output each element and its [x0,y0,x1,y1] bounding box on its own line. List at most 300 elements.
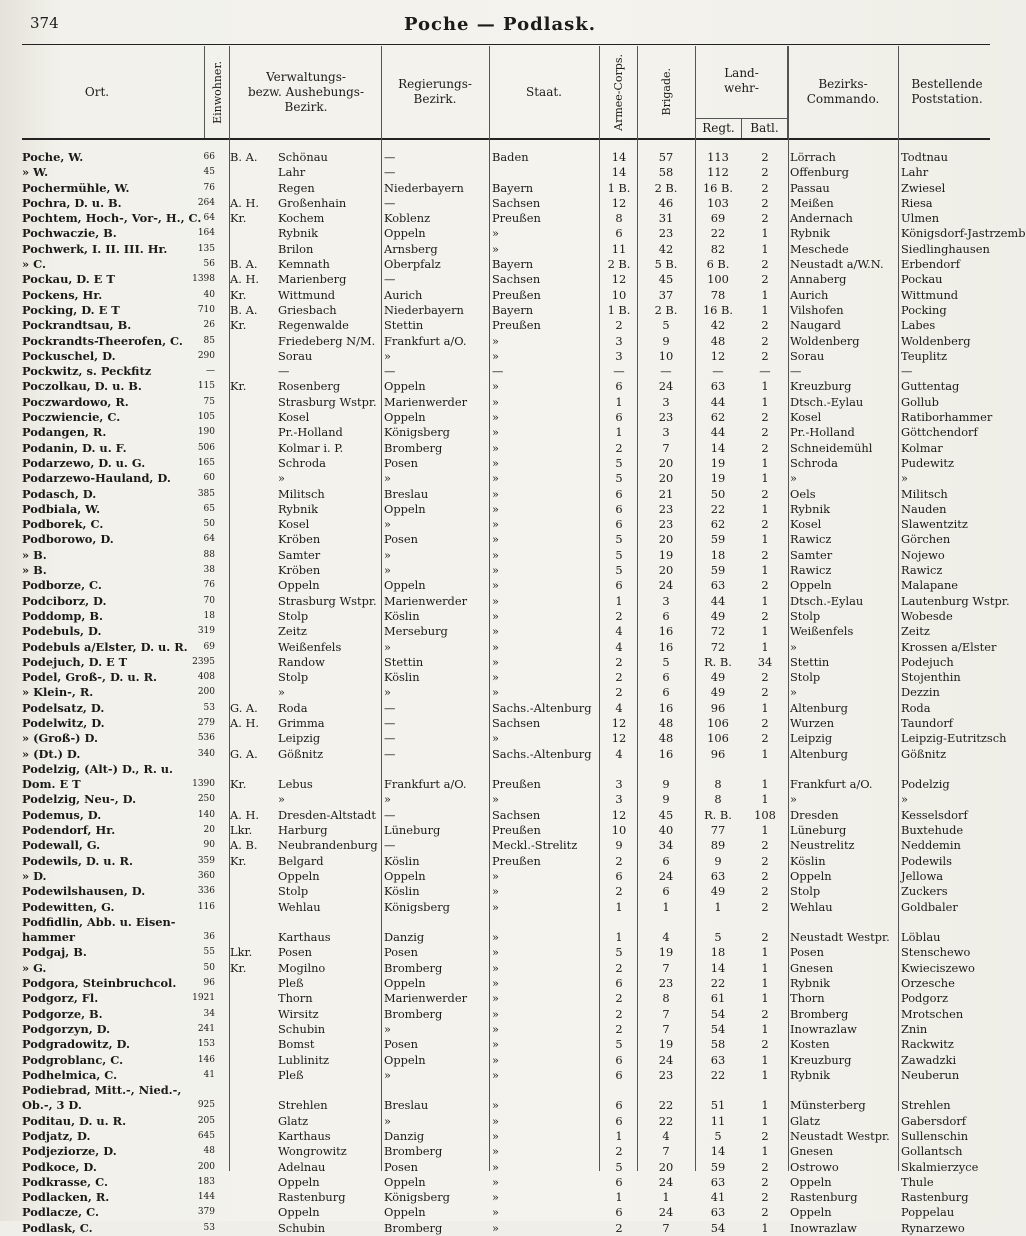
army-corps: 5 [615,945,623,960]
table-row [0,334,1000,349]
admin-district: Roda [278,700,308,715]
district-command: Offenburg [790,165,849,180]
admin-district: Weißenfels [278,639,342,654]
place-name: Podiebrad, Mitt.-, Nied.-, [22,1083,182,1098]
table-row [0,395,1000,410]
inhabitants: 45 [203,167,215,178]
place-name: Podkoce, D. [22,1159,97,1174]
landwehr-battalion: 2 [761,1006,769,1021]
admin-district: Brilon [278,241,314,256]
brigade: 20 [658,455,674,470]
landwehr-regiment: 72 [710,624,726,639]
place-name: Podelzig, Neu-, D. [22,792,137,807]
army-corps: 6 [615,1052,623,1067]
brigade: 6 [662,670,670,685]
army-corps: 6 [615,486,623,501]
admin-type: Kr. [230,211,247,226]
army-corps: 4 [615,700,623,715]
place-name: Pockuschel, D. [22,348,116,363]
landwehr-subdivider [741,118,742,138]
table-row [0,532,1000,547]
admin-district: Rybnik [278,226,318,241]
table-row [0,884,1000,899]
inhabitants: 53 [203,1222,215,1233]
army-corps: 2 [615,685,623,700]
government-district: Köslin [384,853,420,868]
landwehr-battalion: 1 [761,1144,769,1159]
inhabitants: 140 [197,809,215,820]
admin-district: Neubrandenburg [278,838,378,853]
district-command: Altenburg [790,700,848,715]
place-name: Pochermühle, W. [22,180,130,195]
post-station: Zawadzki [901,1052,957,1067]
army-corps: 2 [615,318,623,333]
landwehr-battalion: 1 [761,823,769,838]
government-district: Posen [384,1037,418,1052]
landwehr-regiment: 62 [710,410,726,425]
place-name: Podfidlin, Abb. u. Eisen- [22,914,176,929]
post-station: Zuckers [901,884,948,899]
place-name: Podlask, C. [22,1220,93,1235]
inhabitants: 55 [203,947,215,958]
landwehr-battalion: 1 [761,471,769,486]
state: Meckl.-Strelitz [492,838,578,853]
government-district: Marienwerder [384,991,468,1006]
district-command: Posen [790,945,824,960]
brigade: 6 [662,685,670,700]
state: Bayern [492,302,534,317]
inhabitants: 264 [197,197,215,208]
army-corps: 6 [615,1098,623,1113]
place-name: Podelsatz, D. [22,700,105,715]
brigade: 24 [658,1052,674,1067]
admin-district: Thorn [278,991,313,1006]
post-station: Zeitz [901,624,930,639]
landwehr-regiment: 54 [710,1006,726,1021]
army-corps: 3 [615,348,623,363]
table-row [0,976,1000,991]
table-row [0,1221,1000,1236]
table-row [0,257,1000,272]
landwehr-regiment: 106 [707,731,729,746]
post-station: Roda [901,700,931,715]
landwehr-battalion: 2 [761,257,769,272]
inhabitants: 183 [197,1176,215,1187]
table-row [0,196,1000,211]
table-row [0,1083,1000,1098]
post-station: Taundorf [901,715,953,730]
post-station: Rackwitz [901,1037,954,1052]
table-row [0,1053,1000,1068]
place-name: Podarzewo, D. u. G. [22,455,146,470]
army-corps: 6 [615,1067,623,1082]
state: » [492,792,499,807]
district-command: » [790,685,797,700]
brigade: 16 [658,624,674,639]
government-district: Posen [384,532,418,547]
admin-district: Strasburg Wstpr. [278,593,377,608]
army-corps: 1 [615,1129,623,1143]
place-name: Podgorze, B. [22,1006,103,1021]
district-command: Oels [790,486,816,501]
district-command: Sorau [790,348,825,363]
district-command: Dresden [790,807,839,822]
landwehr-regiment: 19 [710,471,726,486]
brigade: 58 [658,165,674,180]
admin-district: Oppeln [278,1174,320,1189]
inhabitants: 88 [203,549,215,560]
admin-district: Strasburg Wstpr. [278,394,377,409]
admin-district: Regenwalde [278,318,349,333]
place-name: Podewitten, G. [22,899,115,914]
place-name: Podebuls, D. [22,624,102,639]
brigade: 34 [658,838,674,853]
post-station: Neuberun [901,1067,960,1082]
landwehr-battalion: 1 [761,1021,769,1036]
table-row [0,181,1000,196]
government-district: » [384,685,391,700]
army-corps: 14 [611,165,627,180]
table-row [0,165,1000,180]
landwehr-battalion: 2 [761,318,769,333]
brigade: 57 [658,150,674,164]
admin-type: B. A. [230,302,258,317]
admin-type: G. A. [230,746,258,761]
government-district: Oppeln [384,868,426,883]
admin-district: Oppeln [278,868,320,883]
government-district: Königsberg [384,899,450,914]
inhabitants: 115 [197,381,215,392]
district-command: Neustrelitz [790,838,855,853]
admin-district: Pleß [278,1067,304,1082]
post-station: Krossen a/Elster [901,639,997,654]
district-command: Rybnik [790,1067,830,1082]
landwehr-regiment: 16 B. [702,302,734,317]
government-district: Bromberg [384,1006,443,1021]
brigade: 7 [662,1220,670,1235]
landwehr-regiment: 63 [710,1052,726,1067]
post-station: Leipzig-Eutritzsch [901,731,1007,746]
admin-district: Oppeln [278,1205,320,1220]
table-row [0,823,1000,838]
state: » [492,930,499,945]
army-corps: 2 [615,670,623,685]
district-command: » [790,792,797,807]
post-station: Neddemin [901,838,961,853]
landwehr-battalion: 2 [761,517,769,532]
landwehr-regiment: 22 [710,501,726,516]
post-station: Militsch [901,486,948,501]
place-name: Podborze, C. [22,578,102,593]
district-command: Oppeln [790,578,832,593]
brigade: 45 [658,807,674,822]
admin-district: Karthaus [278,930,331,945]
army-corps: 6 [615,501,623,516]
admin-district: Griesbach [278,302,337,317]
army-corps: 11 [611,241,627,256]
place-name: Podendorf, Hr. [22,823,116,838]
place-name: » B. [22,547,47,562]
table-row [0,808,1000,823]
post-station: Jellowa [901,868,943,883]
brigade: 37 [658,287,674,302]
landwehr-battalion: 2 [761,899,769,914]
admin-district: Rastenburg [278,1190,346,1205]
table-row [0,288,1000,303]
landwehr-regiment: 59 [710,532,726,547]
army-corps: 1 B. [607,302,631,317]
brigade: 22 [658,1098,674,1113]
landwehr-battalion: 2 [761,165,769,180]
government-district: Arnsberg [384,241,438,256]
place-name: Podelzig, (Alt-) D., R. u. [22,761,173,776]
place-name: Podebuls a/Elster, D. u. R. [22,639,188,654]
post-station: Nauden [901,501,947,516]
government-district: Breslau [384,486,429,501]
army-corps: 8 [615,211,623,226]
place-name: Podhelmica, C. [22,1067,118,1082]
inhabitants: 116 [197,901,215,912]
table-row [0,364,1000,379]
army-corps: 5 [615,532,623,547]
brigade: 23 [658,976,674,991]
brigade: 6 [662,608,670,623]
landwehr-regiment: 113 [707,150,729,164]
brigade: 1 [662,1190,670,1205]
landwehr-battalion: 2 [761,731,769,746]
brigade: 9 [662,792,670,807]
admin-district: » [278,471,285,486]
government-district: Oppeln [384,1205,426,1220]
table-row [0,441,1000,456]
district-command: » [790,639,797,654]
table-body [0,150,1026,1236]
landwehr-battalion: 1 [761,1067,769,1082]
district-command: Stettin [790,654,830,669]
government-district: Oppeln [384,1052,426,1067]
government-district: Marienwerder [384,593,468,608]
brigade: 24 [658,1205,674,1220]
place-name: Podlacken, R. [22,1190,110,1205]
inhabitants: 20 [203,825,215,836]
government-district: Niederbayern [384,180,464,195]
place-name: Podjatz, D. [22,1129,91,1143]
state: » [492,348,499,363]
landwehr-regiment: 63 [710,1205,726,1220]
district-command: Schneidemühl [790,440,873,455]
landwehr-regiment: 19 [710,455,726,470]
place-name: Ob.-, 3 D. [22,1098,82,1113]
table-row [0,563,1000,578]
brigade: 24 [658,578,674,593]
district-command: Kreuzburg [790,1052,852,1067]
landwehr-regiment: 44 [710,394,726,409]
post-station: Riesa [901,195,933,210]
landwehr-battalion: 2 [761,685,769,700]
state: » [492,1174,499,1189]
inhabitants: 164 [197,228,215,239]
inhabitants: 536 [197,733,215,744]
inhabitants: 76 [203,182,215,193]
army-corps: 5 [615,1037,623,1052]
post-station: Erbendorf [901,257,960,272]
district-command: Aurich [790,287,829,302]
inhabitants: 41 [203,1069,215,1080]
brigade: 6 [662,884,670,899]
brigade: 20 [658,1159,674,1174]
district-command: Glatz [790,1113,821,1128]
brigade: 16 [658,746,674,761]
state: Sachs.-Altenburg [492,700,592,715]
post-station: Rawicz [901,563,943,578]
state: » [492,532,499,547]
state: » [492,670,499,685]
state: » [492,654,499,669]
table-row [0,945,1000,960]
landwehr-regiment: 14 [710,1144,726,1159]
inhabitants: 360 [197,870,215,881]
army-corps: 1 [615,593,623,608]
government-district: — [384,165,396,180]
brigade: 31 [658,211,674,226]
post-station: Podewils [901,853,952,868]
landwehr-battalion: 1 [761,593,769,608]
army-corps: 10 [611,823,627,838]
place-name: Podbiala, W. [22,501,101,516]
army-corps: 2 [615,884,623,899]
brigade: 23 [658,517,674,532]
table-row [0,701,1000,716]
brigade: 5 [662,654,670,669]
state: Preußen [492,287,541,302]
army-corps: 2 [615,960,623,975]
place-name: Podangen, R. [22,425,107,440]
army-corps: 6 [615,517,623,532]
place-name: Podlacze, C. [22,1205,99,1220]
state: Preußen [492,318,541,333]
admin-type: B. A. [230,257,258,272]
header-armeekorps: Armee-Corps. [611,53,625,131]
inhabitants: 90 [203,840,215,851]
inhabitants: 53 [203,702,215,713]
state: » [492,394,499,409]
table-row [0,226,1026,241]
table-row [0,961,1000,976]
state: » [492,1159,499,1174]
district-command: Meißen [790,195,834,210]
landwehr-battalion: 1 [761,241,769,256]
table-row [0,303,1000,318]
brigade: 7 [662,1021,670,1036]
place-name: Pockrandtsau, B. [22,318,132,333]
admin-district: — [278,364,290,379]
place-name: Pochwaczie, B. [22,226,117,241]
header-staat: Staat. [526,84,562,99]
table-row [0,548,1000,563]
brigade: 45 [658,272,674,287]
state: Bayern [492,257,534,272]
state: » [492,868,499,883]
inhabitants: 359 [197,855,215,866]
landwehr-battalion: 1 [761,945,769,960]
post-station: Nojewo [901,547,945,562]
government-district: Oppeln [384,578,426,593]
header-verwaltungsbezirk: Verwaltungs- bezw. Aushebungs- Bezirk. [248,69,364,114]
landwehr-regiment: 16 B. [702,180,734,195]
place-name: hammer [22,930,76,945]
landwehr-regiment: 59 [710,563,726,578]
landwehr-battalion: 1 [761,302,769,317]
place-name: Podborowo, D. [22,532,114,547]
army-corps: 5 [615,1159,623,1174]
landwehr-regiment: 51 [710,1098,726,1113]
landwehr-battalion: 2 [761,150,769,164]
admin-type: B. A. [230,150,258,164]
brigade: 3 [662,593,670,608]
army-corps: 3 [615,777,623,792]
landwehr-battalion: 108 [754,807,776,822]
government-district: Oppeln [384,379,426,394]
place-name: Podciborz, D. [22,593,107,608]
admin-district: Schubin [278,1220,326,1235]
army-corps: 4 [615,746,623,761]
district-command: Woldenberg [790,333,860,348]
army-corps: — [613,364,625,379]
army-corps: 2 [615,1220,623,1235]
district-command: » [790,471,797,486]
landwehr-regiment: 41 [710,1190,726,1205]
table-row [0,150,1000,165]
landwehr-battalion: 2 [761,195,769,210]
table-row [0,1129,1000,1144]
brigade: 42 [658,241,674,256]
place-name: Poczwardowo, R. [22,394,129,409]
place-name: » Klein-, R. [22,685,94,700]
inhabitants: 336 [197,886,215,897]
inhabitants: 200 [197,1161,215,1172]
army-corps: 12 [611,715,627,730]
post-station: » [901,792,908,807]
brigade: 8 [662,991,670,1006]
district-command: Passau [790,180,830,195]
inhabitants: 60 [203,473,215,484]
place-name: Pockwitz, s. Peckfitz [22,364,152,379]
inhabitants: 76 [203,580,215,591]
government-district: Danzig [384,930,425,945]
district-command: Stolp [790,670,821,685]
table-row [0,1114,1000,1129]
admin-type: Kr. [230,287,247,302]
government-district: » [384,1113,391,1128]
landwehr-battalion: 2 [761,410,769,425]
table-row [0,838,1000,853]
place-name: Podgorz, Fl. [22,991,99,1006]
admin-district: Wittmund [278,287,336,302]
landwehr-regiment: 5 [714,930,722,945]
government-district: Frankfurt a/O. [384,333,467,348]
landwehr-battalion: 2 [761,272,769,287]
post-station: Poppelau [901,1205,955,1220]
table-row [0,777,1000,792]
inhabitants: 56 [203,259,215,270]
army-corps: 2 [615,1021,623,1036]
brigade: 23 [658,410,674,425]
table-row [0,410,1000,425]
government-district: — [384,838,396,853]
landwehr-battalion: 1 [761,1052,769,1067]
landwehr-battalion: 1 [761,624,769,639]
landwehr-battalion: 1 [761,501,769,516]
